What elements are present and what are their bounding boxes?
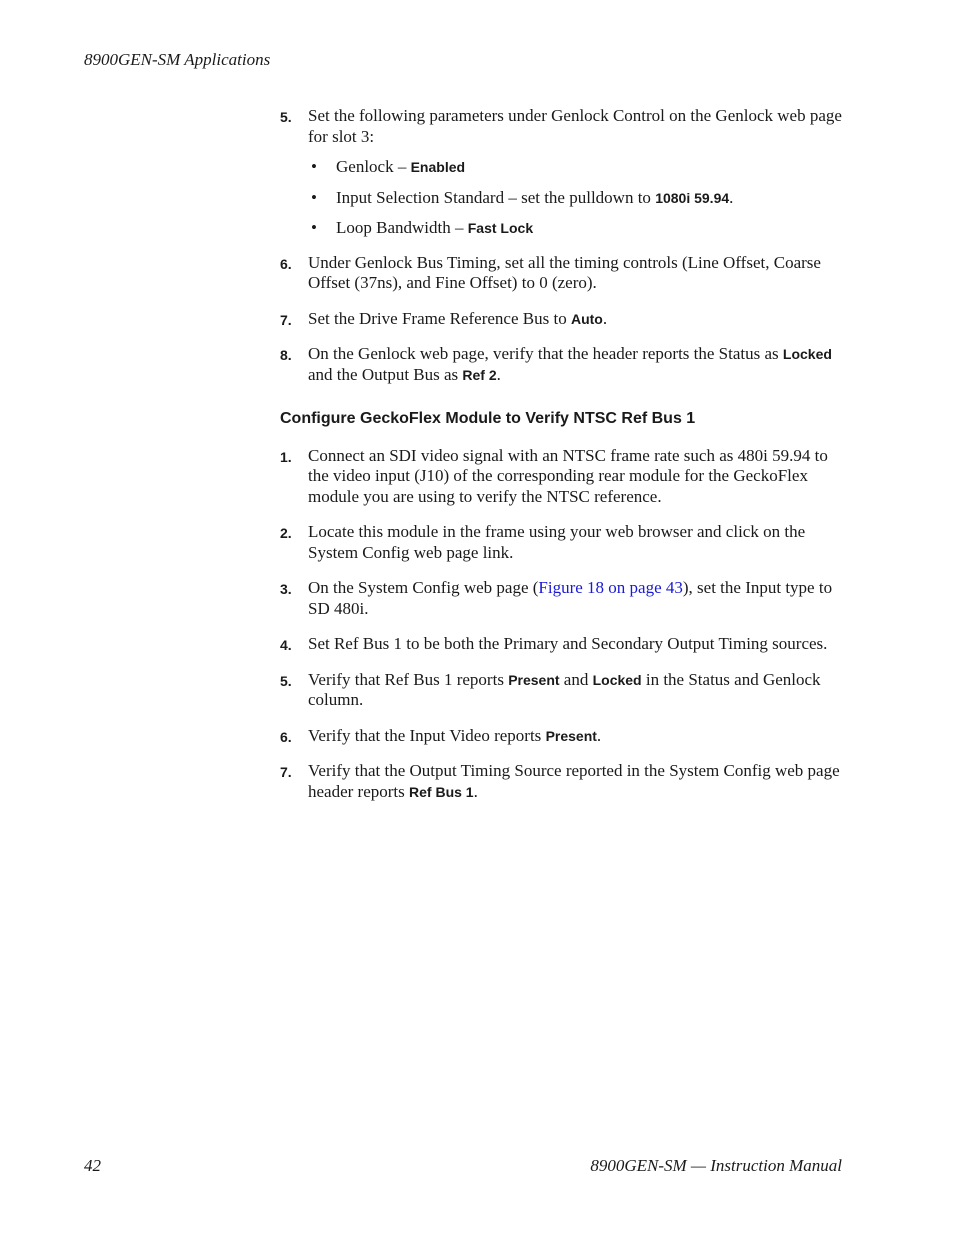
step-2-locate-module — [280, 522, 845, 563]
page-body — [280, 106, 845, 802]
bullet-label: Input Selection Standard – set the pulldown to — [336, 187, 656, 207]
step-number: 5. — [280, 672, 292, 689]
step-text-mid: and — [559, 669, 593, 689]
step-8-verify-status — [280, 344, 845, 385]
step-number: 1. — [280, 448, 292, 465]
step-text-end: . — [473, 781, 478, 801]
step-7-drive-frame-reference — [280, 309, 845, 330]
step-text: Locate this module in the frame using your web browser and click on the System Config web page link. — [308, 522, 806, 562]
figure-link[interactable]: Figure 18 on page 43 — [538, 578, 683, 597]
step-text: Under Genlock Bus Timing, set all the timing controls (Line Offset, Coarse Offset (37ns), and Fine Offset) to 0 (zero). — [308, 252, 821, 292]
ui-value: Present — [545, 727, 597, 744]
step-text-mid: and the Output Bus as — [308, 364, 463, 384]
list-item — [308, 157, 845, 178]
ui-value: Auto — [570, 310, 603, 327]
ui-value: Fast Lock — [467, 220, 534, 236]
step-text-end: . — [602, 308, 608, 328]
ui-value: Ref Bus 1 — [409, 783, 474, 800]
step-number: 6. — [280, 728, 292, 745]
step-6-verify-input-video — [280, 726, 845, 747]
step-text: Connect an SDI video signal with an NTSC frame rate such as 480i 59.94 to the video input (J10) of the corresponding rear module for the GeckoFlex module you are using to verify the NTSC reference. — [308, 445, 828, 506]
ui-value: Locked — [592, 671, 642, 688]
step-text: Set the following parameters under Genlock Control on the Genlock web page for slot 3: — [308, 106, 842, 146]
step-number: 2. — [280, 525, 292, 541]
step-text: On the System Config web page ( — [308, 578, 539, 597]
step-text: Set the Drive Frame Reference Bus to — [308, 308, 571, 328]
step-text-end: in the Status and Genlock column. — [308, 669, 821, 709]
bullet-label: Genlock – — [336, 157, 411, 176]
step-7-verify-output-timing — [280, 761, 845, 802]
list-item — [308, 218, 845, 239]
step-text-end: . — [496, 364, 501, 384]
ui-value: Ref 2 — [462, 366, 497, 383]
step-number: 8. — [280, 347, 292, 363]
step-4-set-ref-bus — [280, 634, 845, 655]
step-text: Verify that Ref Bus 1 reports — [308, 669, 509, 689]
step-text: Verify that the Output Timing Source reported in the System Config web page header reports — [308, 761, 840, 801]
step-number: 7. — [280, 764, 292, 780]
step-number: 3. — [280, 581, 292, 597]
running-header: 8900GEN-SM Applications — [84, 50, 271, 69]
section-heading: Configure GeckoFlex Module to Verify NTSC Ref Bus 1 — [280, 410, 696, 427]
step-number: 5. — [280, 109, 292, 125]
ui-value: Present — [508, 671, 560, 688]
step-3-set-input-type — [280, 578, 845, 619]
step-text: On the Genlock web page, verify that the header reports the Status as — [308, 344, 783, 363]
step-text-end: . — [596, 725, 602, 745]
step-6-genlock-bus-timing — [280, 253, 845, 294]
ui-value: 1080i 59.94 — [655, 189, 730, 206]
step-text: Set Ref Bus 1 to be both the Primary and Secondary Output Timing sources. — [308, 634, 828, 653]
step-number: 7. — [280, 311, 292, 328]
step-number: 4. — [280, 637, 292, 653]
bullet-label: Loop Bandwidth – — [336, 218, 468, 237]
bullet-suffix: . — [729, 187, 734, 207]
list-item — [308, 188, 845, 209]
step-1-connect-sdi — [280, 446, 845, 508]
manual-title: 8900GEN-SM — Instruction Manual — [590, 1156, 842, 1175]
ui-value: Enabled — [410, 159, 466, 175]
step-number: 6. — [280, 255, 292, 272]
step-text: Verify that the Input Video reports — [308, 725, 546, 745]
genlock-parameter-list — [280, 157, 845, 239]
step-5-genlock-control — [280, 106, 845, 147]
ui-value: Locked — [782, 346, 832, 362]
page-number: 42 — [84, 1156, 101, 1175]
step-5-verify-ref-bus — [280, 670, 845, 711]
step-text-end: ), set the Input type to SD 480i. — [308, 578, 833, 618]
